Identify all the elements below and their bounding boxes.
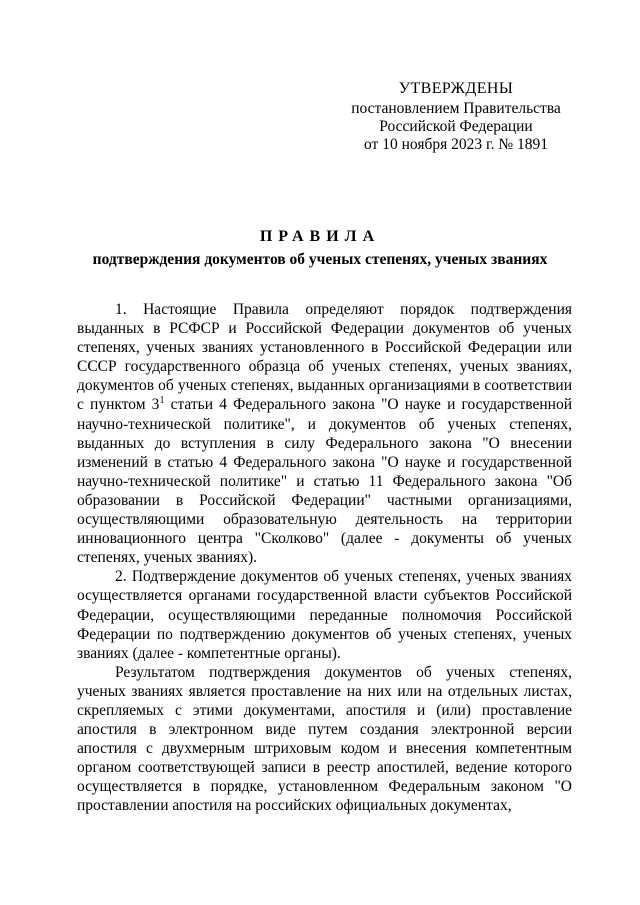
paragraph-1-text-a: 1. Настоящие Правила определяют порядок подтверждения выданных в РСФСР и Российской Федерации документов об ученых степенях, ученых званиях установленного в Российской Федерации или СССР государственного образца об ученых степенях, ученых званиях, документов об ученых степенях, выданных организациями в соответствии с пунктом 3 [77,301,572,414]
paragraph-1 [77,300,572,567]
approval-stamp-block [330,80,582,154]
approval-line-3: от 10 ноября 2023 г. № 1891 [364,136,548,153]
approval-line-2: Российской Федерации [379,118,533,135]
paragraph-2: 2. Подтверждение документов об ученых степенях, ученых званиях осуществляется органами государственной власти субъектов Российской Федерации, осуществляющими переданные полномочия Российской Федерации по подтверждению документов об ученых степенях, ученых званиях (далее - компетентные органы). [77,568,572,662]
approval-heading: УТВЕРЖДЕНЫ [398,80,514,97]
document-body [77,300,572,816]
paragraph-1-text-b: статьи 4 Федерального закона "О науке и государственной научно-технической политике", и документов об ученых степенях, выданных до вступления в силу Федерального закона "О внесении изменений в статью 4 Федерального закона "О науке и государственной научно-технической политике" и статью 11 Федерального закона "Об образовании в Российской Федерации" частными организациями, осуществляющими образовательную деятельность на территории инновационного центра "Сколково" (далее - документы об ученых степенях, ученых званиях). [77,396,572,567]
document-subtitle: подтверждения документов об ученых степенях, ученых званиях [92,251,548,268]
paragraph-1-superscript: 1 [159,395,165,407]
paragraph-3: Результатом подтверждения документов об ученых степенях, ученых званиях является проставление на них или на отдельных листах, скрепляемых с этими документами, апостиля и (или) проставление апостиля в электронном виде путем создания электронной версии апостиля с двухмерным штриховым кодом и внесения компетентным органом соответствующей записи в реестр апостилей, ведение которого осуществляется в порядке, установленном Федеральным законом "О проставлении апостиля на российских официальных документах, [77,663,572,815]
document-title: ПРАВИЛА [259,228,381,245]
approval-line-1: постановлением Правительства [351,100,561,117]
